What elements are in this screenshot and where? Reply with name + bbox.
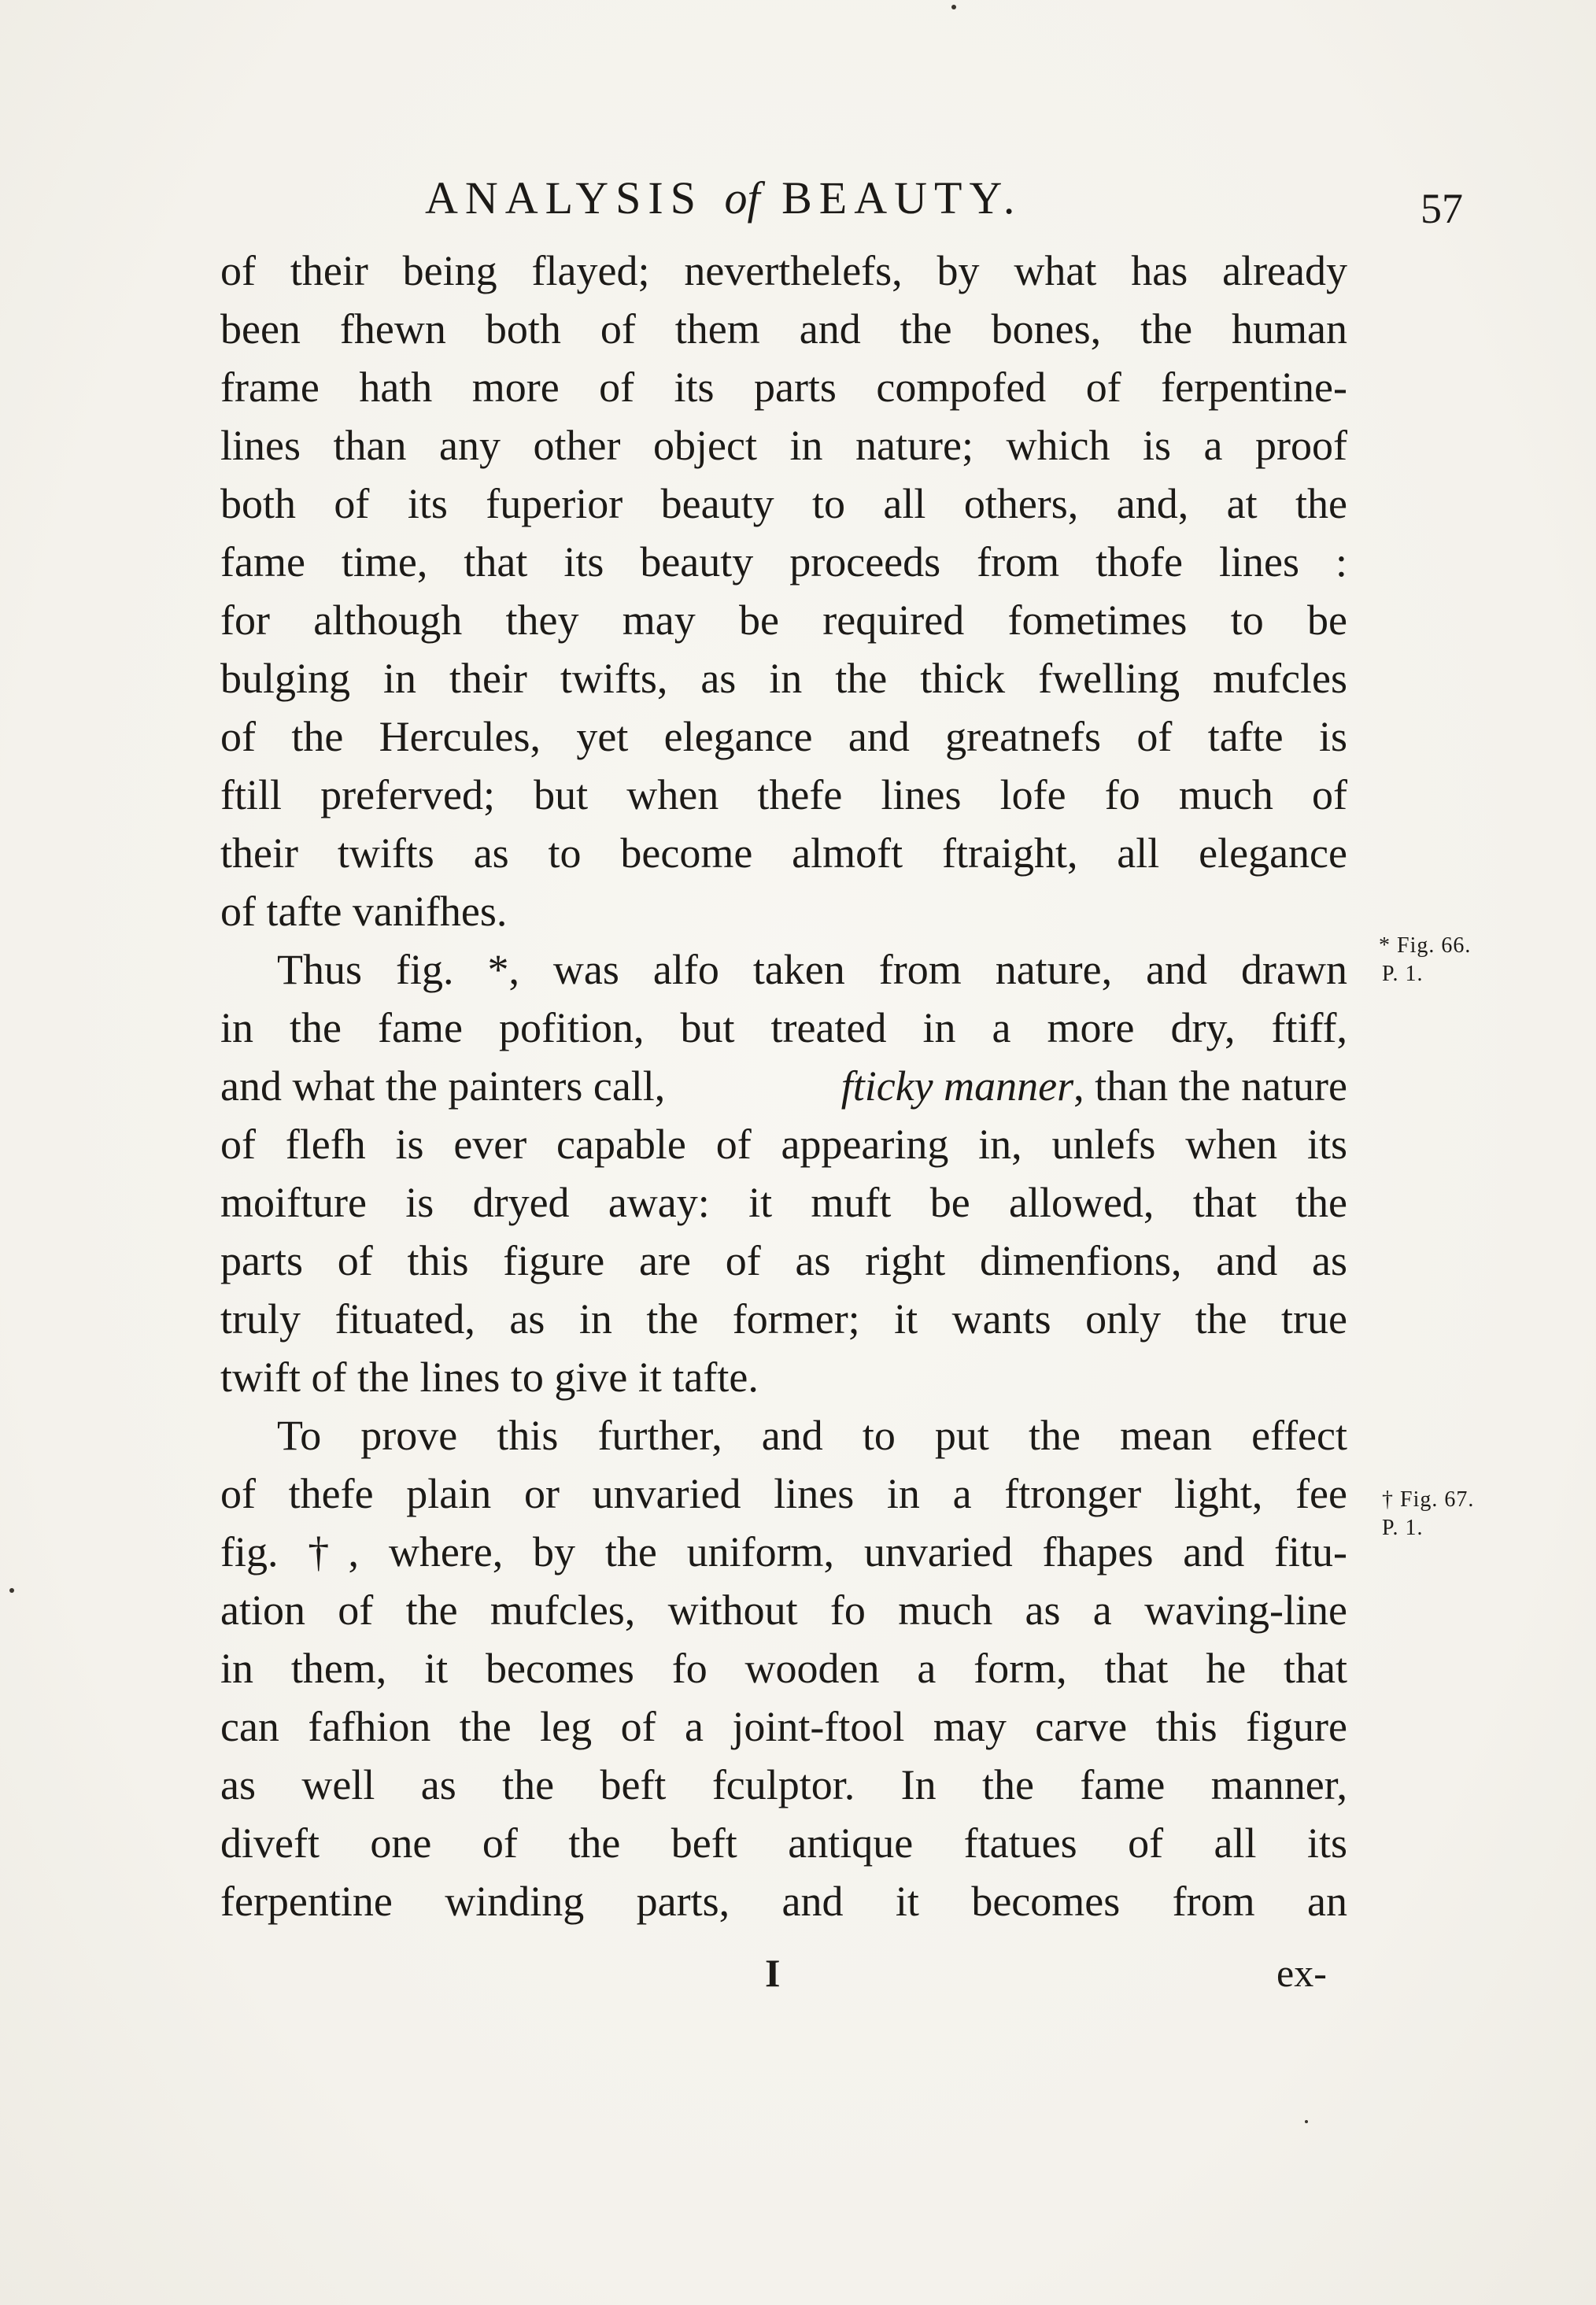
text-line: frame hath more of its parts compofed of ferpentine-: [220, 364, 1347, 411]
text-line: both of its fuperior beauty to all others, and, at the: [220, 480, 1347, 527]
text-line: ation of the mufcles, without fo much as a waving-line: [220, 1587, 1347, 1634]
text-line: of the Hercules, yet elegance and greatnefs of tafte is: [220, 713, 1347, 760]
text-line: bulging in their twifts, as in the thick fwelling mufcles: [220, 655, 1347, 702]
text-line: been fhewn both of them and the bones, the human: [220, 305, 1347, 353]
side-note-fig66-line1: * Fig. 66.: [1379, 933, 1472, 958]
text-line: diveft one of the beft antique ftatues of all its: [220, 1819, 1347, 1867]
text-line: of their being flayed; neverthelefs, by what has already: [220, 247, 1347, 294]
text-line: moifture is dryed away: it muft be allowed, that the: [220, 1179, 1347, 1226]
text-line: ferpentine winding parts, and it becomes from an: [220, 1878, 1347, 1925]
text-line: ftill preferved; but when thefe lines lofe fo much of: [220, 771, 1347, 818]
side-note-fig67-line2: P. 1.: [1382, 1516, 1424, 1540]
side-note-fig66-line2: P. 1.: [1382, 962, 1424, 986]
text-segment: and what the painters call,: [220, 1062, 666, 1110]
italic-phrase: fticky manner: [840, 1062, 1074, 1110]
text-segment: , than the nature: [1073, 1062, 1347, 1110]
text-segment-group: [841, 1062, 1347, 1110]
text-line: lines than any other object in nature; which is a proof: [220, 422, 1347, 469]
side-note-fig67-line1: † Fig. 67.: [1382, 1487, 1475, 1512]
text-line: in them, it becomes fo wooden a form, that he that: [220, 1645, 1347, 1692]
text-line: parts of this figure are of as right dimenfions, and as: [220, 1237, 1347, 1284]
text-line-paragraph-start: To prove this further, and to put the mean effect: [277, 1412, 1347, 1459]
running-head-title-part1: ANALYSIS: [425, 172, 703, 223]
running-head: [425, 172, 1022, 224]
text-line: in the fame pofition, but treated in a more dry, ftiff,: [220, 1004, 1347, 1051]
text-line: their twifts as to become almoft ftraight, all elegance: [220, 829, 1347, 877]
text-line: can fafhion the leg of a joint-ftool may carve this figure: [220, 1703, 1347, 1750]
text-line: truly fituated, as in the former; it wants only the true: [220, 1295, 1347, 1343]
text-line: of tafte vanifhes.: [220, 888, 508, 935]
text-line: fig. †, where, by the uniform, unvaried fhapes and fitu-: [220, 1528, 1347, 1575]
text-line: of flefh is ever capable of appearing in, unlefs when its: [220, 1121, 1347, 1168]
running-head-of: of: [724, 172, 760, 223]
running-head-title-part2: BEAUTY.: [781, 172, 1022, 223]
signature-mark: I: [765, 1951, 781, 1995]
paper-speck: [9, 1588, 14, 1593]
text-line: twift of the lines to give it tafte.: [220, 1354, 759, 1401]
text-line-paragraph-start: Thus fig. *, was alfo taken from nature, and drawn: [277, 946, 1347, 993]
text-line: as well as the beft fculptor. In the fame manner,: [220, 1761, 1347, 1808]
text-line: of thefe plain or unvaried lines in a ftronger light, fee: [220, 1470, 1347, 1517]
text-line: for although they may be required fometimes to be: [220, 597, 1347, 644]
text-line: fame time, that its beauty proceeds from thofe lines :: [220, 538, 1347, 585]
text-line-with-italic: [220, 1062, 1347, 1110]
page-number: 57: [1421, 185, 1463, 232]
catchword: ex-: [1276, 1951, 1327, 1995]
paper-speck: [1305, 2120, 1308, 2123]
paper-speck: [951, 5, 956, 9]
